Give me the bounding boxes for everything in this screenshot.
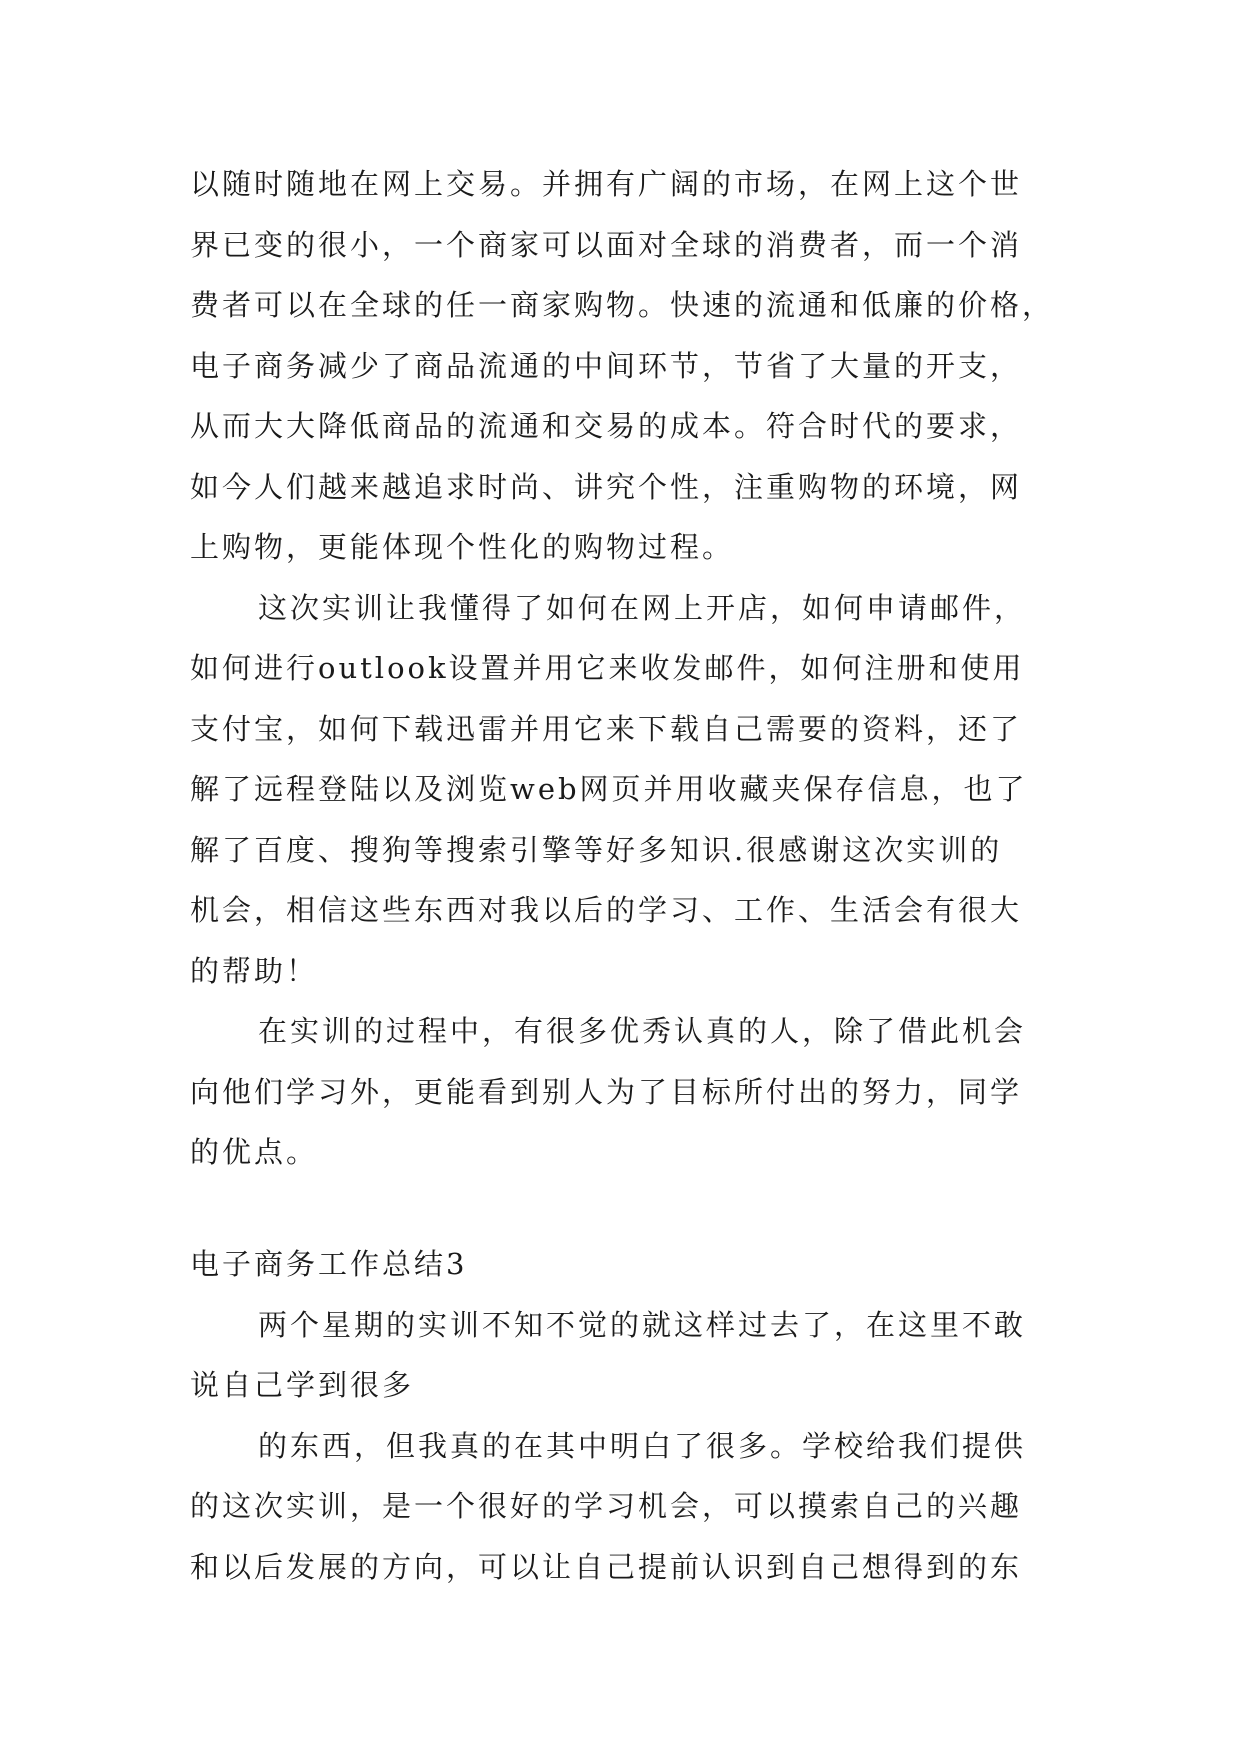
paragraph-start: 两个星期的实训不知不觉的就这样过去了，在这里不敢 [258, 1308, 1027, 1342]
text-line: 的帮助！ [190, 954, 319, 988]
paragraph-start: 的东西，但我真的在其中明白了很多。学校给我们提供 [258, 1429, 1027, 1463]
text-line: 支付宝，如何下载迅雷并用它来下载自己需要的资料，还了 [190, 712, 1023, 746]
text-line: 如今人们越来越追求时尚、讲究个性，注重购物的环境，网 [190, 470, 1023, 504]
text-line: 说自己学到很多 [190, 1368, 415, 1402]
text-line: 费者可以在全球的任一商家购物。快速的流通和低廉的价格， [190, 288, 1055, 322]
text-line: 的这次实训，是一个很好的学习机会，可以摸索自己的兴趣 [190, 1489, 1023, 1523]
paragraph-start: 这次实训让我懂得了如何在网上开店，如何申请邮件， [258, 591, 1027, 625]
text-line: 界已变的很小，一个商家可以面对全球的消费者，而一个消 [190, 228, 1023, 262]
section-heading: 电子商务工作总结3 [190, 1247, 468, 1281]
text-line: 上购物，更能体现个性化的购物过程。 [190, 530, 735, 564]
text-line: 以随时随地在网上交易。并拥有广阔的市场，在网上这个世 [190, 167, 1023, 201]
text-line: 如何进行outlook设置并用它来收发邮件，如何注册和使用 [190, 651, 1025, 685]
text-line: 向他们学习外，更能看到别人为了目标所付出的努力，同学 [190, 1075, 1023, 1109]
text-line: 从而大大降低商品的流通和交易的成本。符合时代的要求， [190, 409, 1023, 443]
text-line: 解了远程登陆以及浏览web网页并用收藏夹保存信息，也了 [190, 772, 1028, 806]
text-line: 的优点。 [190, 1135, 319, 1169]
text-line: 和以后发展的方向，可以让自己提前认识到自己想得到的东 [190, 1550, 1023, 1584]
paragraph-start: 在实训的过程中，有很多优秀认真的人，除了借此机会 [258, 1014, 1027, 1048]
text-line: 机会，相信这些东西对我以后的学习、工作、生活会有很大 [190, 893, 1023, 927]
text-line: 电子商务减少了商品流通的中间环节，节省了大量的开支， [190, 349, 1023, 383]
text-line: 解了百度、搜狗等搜索引擎等好多知识.很感谢这次实训的 [190, 833, 1003, 867]
